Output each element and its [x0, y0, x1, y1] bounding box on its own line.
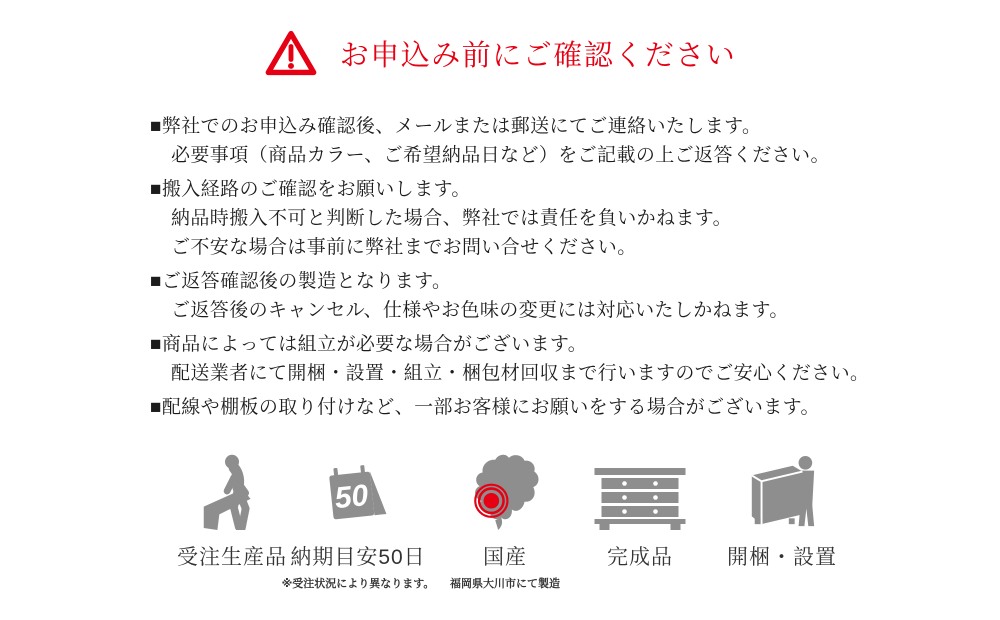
feature-label: 完成品 [607, 546, 673, 569]
feature-label: 国産 [483, 546, 527, 569]
notice-block-assembly [150, 330, 880, 388]
warning-triangle-icon [264, 28, 318, 78]
feature-note: 福岡県大川市にて製造 [450, 578, 560, 590]
feature-finished-product [593, 452, 688, 571]
notice-line: ご不安な場合は事前に弊社までお問い合せください。 [171, 237, 637, 258]
notice-header [0, 28, 1000, 78]
notice-line: ■配線や棚板の取り付けなど、一部お客様にお願いをする場合がございます。 [150, 397, 820, 418]
feature-delivery-estimate [282, 452, 435, 591]
feature-label: 開梱・設置 [727, 546, 837, 569]
fukuoka-map-icon [467, 452, 543, 530]
countdown-sign-icon [324, 452, 392, 530]
feature-note: ※受注状況により異なります。 [281, 578, 435, 590]
craftsman-icon [201, 452, 263, 530]
notice-line: 納品時搬入不可と判断した場合、弊社では責任を負いかねます。 [171, 208, 733, 229]
feature-label: 受注生産品 [177, 546, 287, 569]
notice-block-contact [150, 112, 880, 170]
dresser-icon [593, 452, 688, 530]
notice-line: 必要事項（商品カラー、ご希望納品日など）をご記載の上ご返答ください。 [171, 145, 830, 166]
notice-line: ■搬入経路のご確認をお願いします。 [150, 179, 471, 200]
notice-line: ■商品によっては組立が必要な場合がございます。 [150, 334, 588, 355]
notice-block-manufacture [150, 267, 880, 325]
notice-list [150, 112, 880, 422]
feature-made-to-order [177, 452, 287, 571]
notice-line: ご返答後のキャンセル、仕様やお色味の変更には対応いたしかねます。 [171, 300, 789, 321]
page-title: お申込み前にご確認ください [339, 39, 737, 72]
notice-line: ■ご返答確認後の製造となります。 [150, 271, 452, 292]
notice-line: ■弊社でのお申込み確認後、メールまたは郵送にてご連絡いたします。 [150, 116, 762, 137]
notice-line: 配送業者にて開梱・設置・組立・梱包材回収まで行いますのでご安心ください。 [171, 363, 870, 384]
delivery-setup-icon [743, 452, 821, 530]
sign-number: 50 [333, 478, 371, 516]
feature-domestic-made [450, 452, 560, 591]
feature-label: 納期目安50日 [290, 546, 426, 569]
feature-unpack-setup [727, 452, 837, 571]
notice-block-customer-tasks [150, 393, 880, 422]
feature-row [0, 452, 1000, 602]
notice-block-carry-in [150, 175, 880, 262]
